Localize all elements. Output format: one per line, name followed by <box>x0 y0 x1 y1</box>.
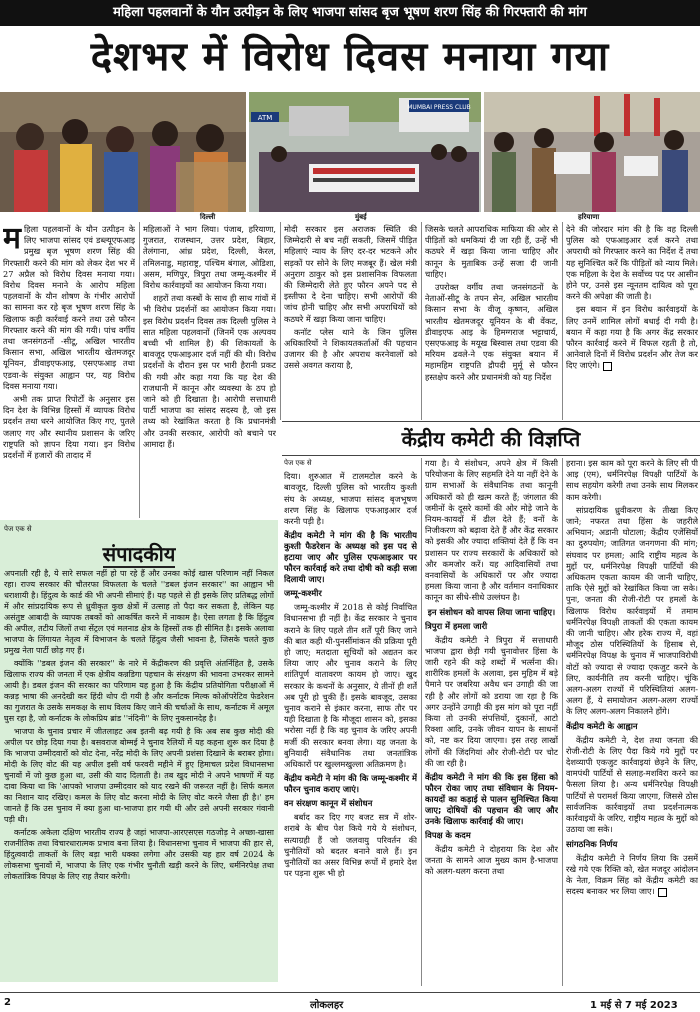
notice-subhead: केंद्रीय कमेटी ने मांग की कि जम्मू-कश्मीर में फौरन चुनाव कराए जाएं। <box>284 773 417 795</box>
notice-paragraph: केंद्रीय कमेटी ने त्रिपुरा में सत्ताधारी भाजपा द्वारा छेड़ी गयी चुनावोत्तर हिंसा के जारी रहने की कड़े शब्दों में भर्त्सना की। शारीरिक हमलों के अलावा, इस मुहिम में बड़े पैमाने पर जबरिया अवैध धन उगाही की जा रही है और लोगों को डराया जा रहा है कि अगर उन्होंने उगाही की इस मांग को पूरा नहीं किया तो उनकी संपत्तियों, दुकानों, आटो रिक्शा आदि, उनके जीवन यापन के साधनों को, नष्ट कर दिया जाएगा। इस तरह लाखों लोगों की जिंदगियां और रोजी-रोटी पर चोट की जा रही है। <box>425 634 558 768</box>
notice-intro: पेज एक से <box>284 459 312 467</box>
article-paragraph: इस बयान में इन विरोध कार्रवाइयों के लिए उनमें शामिल लोगों बधाई दी गयी है। बयान में कहा गया है कि अगर केंद्र सरकार फौरन कार्रवाई करने में विफल रहती है तो, आनेवाले दिनों में विरोध प्रदर्शन और तेज कर दिए जाएंगे। <box>566 304 698 371</box>
top-banner: महिला पहलवानों के यौन उत्पीड़न के लिए भाजपा सांसद बृज भूषण शरण सिंह की गिरफ्तारी की मांग <box>0 0 700 26</box>
article-paragraph: शहरों तथा कस्बों के साथ ही साथ गांवों में भी विरोध प्रदर्शनों का आयोजन किया गया। इस विरोध प्रदर्शन दिवस तक दिल्ली पुलिस ने सात महिला पहलवानों (जिनमें एक अल्पवय बच्ची भी शामिल है) की शिकायतों के बावजूद एफआइआर दर्ज नहीं की थी। विरोध प्रदर्शनों के दौरान इस पर भारी हैरानी प्रकट की गयी और कहा गया कि यह देश की राजधानी में कानून और व्यवस्था के ठप हो जाने को ही दिखाता है। आरोपी सत्ताधारी पार्टी भाजपा का सांसद सदस्य है, जो इस तथ्य को रेखांकित करता है कि प्रधानमंत्री और उनकी सरकार, आरोपी को बचाने पर आमादा हैं। <box>143 293 276 449</box>
notice-paragraph: केंद्रीय कमेटी ने निर्णय लिया कि उसमें रखे गये एक रिक्ति को, खेत मजदूर आंदोलन के नेता, विक्रम सिंह को केंद्रीय कमेटी का सदस्य बनाकर भर लिया जाए। <box>566 852 698 897</box>
atm-sign: ATM <box>257 114 273 122</box>
notice-subhead: सांगठनिक निर्णय <box>566 838 618 849</box>
notice-subhead: केंद्रीय कमेटी के आह्वान <box>566 720 638 731</box>
notice-column-1 <box>284 458 417 988</box>
issue-date: 1 मई से 7 मई 2023 <box>590 1000 678 1011</box>
article-paragraph: देने की जोरदार मांग की है कि वह दिल्ली पुलिस को एफआइआर दर्ज करने तथा अपराधी को गिरफ्तार करने का निर्देश दें तथा यह सुनिश्चित करें कि पीड़ितों को न्याय मिले। एक महिला के देश के सर्वोच्च पद पर आसीन होने पर, उनसे इस न्यूनतम दायित्व को पूरा करने की अपेक्षा की जाती है। <box>566 224 698 302</box>
editorial-body <box>4 568 274 980</box>
notice-paragraph: केंद्रीय कमेटी ने दोहराया कि देश और जनता के सामने आज मुख्य काम है-भाजपा को अलग-थलग करना तथा <box>425 844 558 877</box>
editorial-paragraph: कर्नाटक अकेला दक्षिण भारतीय राज्य है जहां भाजपा-आरएसएस गठजोड़ ने अच्छा-खासा राजनीतिक तथा विचारधारात्मक प्रभाव बना लिया है। विधानसभा चुनाव में भाजपा की हार से, हिंदुत्ववादी ताकतों के लिए बड़ा भारी धक्का लगेगा और उसकी यह हार वर्ष 2024 के लोकसभा चुनावों में, भाजपा के लिए एक गंभीर चुनौती खड़ी करने के लिए, धर्मनिरपेक्ष तथा लोकतांत्रिक विपक्ष के लिए राह तैयार करेगी। <box>4 828 274 881</box>
notice-column-3 <box>566 458 698 988</box>
notice-subhead: केंद्रीय कमेटी ने मांग की है कि भारतीय कुश्ती फैडरेशन के अध्यक्ष को इस पद से हटाया जाए और पुलिस एफआइआर पर फौरन कार्रवाई करे तथा दोषी को कड़ी सजा दिलायी जाए। <box>284 530 417 585</box>
photo-haryana <box>484 92 700 212</box>
photo-delhi <box>0 92 246 212</box>
notice-subhead: जम्मू-कश्मीर <box>284 588 322 599</box>
article-column-1 <box>3 224 135 520</box>
notice-paragraph: सांप्रदायिक ध्रुवीकरण के तीखा किए जाने; नफरत तथा हिंसा के जहरीले अभियान; अडानी घोटाला; केंद्रीय एजेंसियों का दुरुपयोग; जातिगत जनगणना की मांग; संघवाद पर हमला; आदि राष्ट्रीय महत्व के मुद्दों पर, धर्मनिरपेक्ष विपक्षी पार्टियों की अधिकतम एकता कायम की जानी चाहिए, ताकि ऐसे मुद्दों को रेखांकित किया जा सके। पुनः, जनता की रोजी-रोटी पर हमलों के खिलाफ विरोध कार्रवाइयों में तमाम धर्मनिरपेक्ष विपक्षी ताकतों की एकता कायम की जानी चाहिए। और हरेक राज्य में, वहां मौजूद ठोस परिस्थितियों के हिसाब से, धर्मनिरपेक्ष विपक्ष के चुनाव में भाजपाविरोधी वोटों को ज्यादा से ज्यादा एकजुट करने के लिए, कार्यनीति तय करनी चाहिए। चूंकि अलग-अलग राज्यों में परिस्थितियां अलग-अलग हैं, ये समायोजन अलग-अलग राज्यों के लिए अलग-अलग निकालने होंगे। <box>566 504 698 717</box>
article-paragraph: मोदी सरकार इस अराजक स्थिति की जिम्मेदारी से बच नहीं सकती, जिसमें पीड़ित महिलाएं न्याय के लिए दर-दर भटकने और सड़कों पर सोने के लिए मजबूर हैं। खेल मंत्री अनुराग ठाकुर को इस प्रशासनिक विफलता की जिम्मेदारी लेते हुए फौरन अपने पद से इस्तीफा दे देना चाहिए। सभी आरोपों की जांच होनी चाहिए और सभी अपराधियों को कठघरे में खड़ा किया जाना चाहिए। <box>284 224 417 324</box>
press-club-sign: MUMBAI PRESS CLUB <box>407 104 471 111</box>
caption-haryana: हरियाणा <box>578 213 600 221</box>
caption-mumbai: मुंबई <box>355 213 367 221</box>
notice-subhead: विपक्ष के कदम <box>425 830 471 841</box>
editorial-paragraph: क्योंकि ''डबल इंजन की सरकार'' के नारे में केंद्रीकरण की प्रवृत्ति अंतर्निहित है, उसके खिलाफ राज्य की जनता में एक क्षेत्रीय कन्नडिगा पहचान के संरक्षण की भावना उभरकर सामने आयी है। डबल इंजन की सरकार का परिणाम यह हुआ है कि केंद्रीय प्रतियोगिता परीक्षाओं में कन्नड़ भाषा की अनदेखी कर हिंदी थोप दी गयी है और कर्नाटक मिल्क कोऑपरेटिव फेडरेशन का गुजरात के उसके समकक्ष के साथ विलय किए जाने की चर्चाओं के साथ, कर्नाटक में अमूल घुस रहा है, जो कर्नाटक के लोकप्रिय ब्रांड ''नंदिनी'' के लिए नुकसानदेह है। <box>4 659 274 723</box>
notice-title: केंद्रीय कमेटी की विज्ञप्ति <box>401 427 581 451</box>
notice-subhead: केंद्रीय कमेटी ने मांग की कि इस हिंसा को फौरन रोका जाए तथा संविधान के नियम-कायदों का कड़ाई से पालन सुनिश्चित किया जाए; दोषियों की पहचान की जाए और उनके खिलाफ कार्रवाई की जाए। <box>425 772 558 827</box>
article-paragraph: कनॉट प्लेस थाने के जिन पुलिस अधिकारियों ने शिकायतकर्ताओं की पहचान उजागर की है और अपराध करनेवालों को उससे अवगत कराया है, <box>284 326 417 371</box>
editorial-title: संपादकीय <box>102 542 176 566</box>
photo-mumbai <box>249 92 481 212</box>
article-paragraph: हिला पहलवानों के यौन उत्पीड़न के लिए भाजपा सांसद एवं डब्ल्यूएफआइ प्रमुख बृज भूषण शरण सिंह की गिरफ्तारी करने की मांग को लेकर देश भर में 27 अप्रैल को विरोध दिवस मनाया गया। विरोध दिवस मनाने के आरोप महिला पहलवानों के यौन शोषण के गंभीर आरोपों का सामना कर रहे बृज भूषण शरण सिंह के खिलाफ कड़ी कार्रवाई करने तथा उसे फौरन गिरफ्तार करने की मांग की गयी। पांच वर्गीय तथा जनसंगठनों -सीटू, अखिल भारतीय किसान सभा, अखिल भारतीय खेतमजदूर यूनियन, डीवाइएफआइ, एसएफआइ तथा एडवा-के संयुक्त आह्वान पर, यह विरोध दिवस मनाया गया। <box>3 224 135 391</box>
main-headline: देशभर में विरोध दिवस मनाया गया <box>90 34 610 80</box>
notice-paragraph: बर्बाद कर दिए गए बजट सत्र में शोर-शराबे के बीच पेश किये गये ये संशोधन, सत्याग्रही हैं जो जलवायु परिवर्तन की चुनौतियों को बदतर बनाने वाले हैं। इन चुनौतियों का असर विभिन्न रूपों में हमारे देश पर पड़ना शुरू भी हो <box>284 812 417 879</box>
notice-paragraph: जम्मू-कश्मीर में 2018 से कोई निर्वाचित विधानसभा ही नहीं है। केंद्र सरकार ने चुनाव कराने के लिए पहले तीन शर्तें पूरी किए जाने की बात कही थी-पुनर्सीमांकन की प्रक्रिया पूरी हो जाए; मतदाता सूचियों को अद्यतन कर लिया जाए और चुनाव कराने के लिए शांतिपूर्ण वातावरण कायम हो जाए। खुद सरकार के कथनों के अनुसार, ये तीनों ही शर्तें अब पूरी हो चुकी हैं। इसके बावजूद, उसका चुनाव कराने से इंकार करना, साफ तौर पर यही दिखाता है कि मौजूदा शासन को, इसका भरोसा नहीं है कि वह चुनाव के जरिए अपनी मर्जी की सरकार बनवा लेगा। यह जनता के बुनियादी संवैधानिक तथा जनतांत्रिक अधिकारों पर खुल्लमखुल्ला अतिक्रमण है। <box>284 602 417 770</box>
notice-subhead: वन संरक्षण कानून में संशोधन <box>284 798 373 809</box>
notice-paragraph: गया है। ये संशोधन, अपने क्षेत्र में किसी परियोजना के लिए सहमति देने या नहीं देने के ग्राम सभाओं के संवैधानिक तथा कानूनी अधिकारों को ही खत्म करते हैं; जंगलात की जमीनों के दूसरे कामों की ओर मोड़े जाने के नियम-कायदों में ढील देते हैं; वनों के निजीकरण को बढ़ावा देते हैं और केंद्र सरकार को इसकी और ज्यादा शक्तियां देते हैं कि वन प्रशासन पर राज्य सरकारों के अधिकारों को और कमजोर करें। यह आदिवासियों तथा वनवासियों के अधिकारों पर और ज्यादा हमला किया जाना है और वर्तमान वनाधिकार कानून का सीधे-सीधे उल्लंघन है। <box>425 458 558 603</box>
notice-paragraph: हराना। इस काम को पूरा करने के लिए सी पी आइ (एम), धर्मनिरपेक्ष विपक्षी पार्टियों के साथ सहयोग करेगी तथा उनके साथ मिलकर काम करेगी। <box>566 458 698 502</box>
notice-subhead: त्रिपुरा में हमला जारी <box>425 620 488 631</box>
article-paragraph: उपरोक्त वर्गीय तथा जनसंगठनों के नेताओं-सीटू के तपन सेन, अखिल भारतीय किसान सभा के वीजू कृष्णन, अखिल भारतीय खेतमजदूर यूनियन के बी वेंकट, डीवाइएफ आइ के हिमग्गराज भट्टाचार्य, एसएफआइ के मयूख बिस्वास तथा एडवा की मरियम ढवले-ने एक संयुक्त बयान में महामहिम राष्ट्रपति द्रौपदी मुर्मू से फौरन हस्तक्षेप करने और प्रधानमंत्री को यह निर्देश <box>425 282 558 382</box>
editorial-paragraph: भाजपा के चुनाव प्रचार में जीतलाहट अब इतनी बढ़ गयी है कि अब सब कुछ मोदी की अपील पर छोड़ दिया गया है। बसवराज बोम्मई ने चुनाव रैलियों में यह कहना शुरू कर दिया है कि भाजपा उम्मीदवारों को वोट देना, नरेंद्र मोदी के लिए अपनी प्रशंसा दिखाने के बराबर होगा। मोदी के लिए वोट की यह अपील इसी वर्ष फरवरी महीने में हुए हिमाचल प्रदेश विधानसभा चुनावों में जो कुछ हुआ था, उसी की याद दिलाती है। तब खुद मोदी ने अपने भाषणों में यह दावा किया था कि 'आपको भाजपा उम्मीदवार को याद रखने की जरूरत नहीं है। सिर्फ कमल का निशान याद रखिए। कमल के लिए वोट करना मोदी के लिए वोट करने जैसा ही है।' हम जानते हैं कि उस चुनाव में क्या हुआ था-भाजपा हार गयी थी और उसे अपनी सरकार गंवानी पड़ी थी। <box>4 727 274 824</box>
publication-name: लोकलहर <box>310 1000 344 1011</box>
drop-cap: म <box>3 224 21 256</box>
article-column-5 <box>566 224 698 420</box>
article-paragraph: जिसके चलते आपराधिक माफिया की ओर से पीड़ितों को धमकियां दी जा रही हैं, उन्हें भी कठघरे में खड़ा किया जाना चाहिए और कानून के मुताबिक उन्हें सजा दी जानी चाहिए। <box>425 224 558 279</box>
notice-paragraph: केंद्रीय कमेटी ने, देश तथा जनता की रोजी-रोटी के लिए पैदा किये गये मुद्दों पर देशव्यापी एकजुट कार्रवाइयां छेड़ने के लिए, वामपंथी पार्टियों से सलाह-मशविरा करने का फैसला लिया है। अन्य धर्मनिरपेक्ष विपक्षी पार्टियों से परामर्श किया जाएगा, जिससे ठोस सार्वजनिक कार्रवाइयों तथा प्रदर्शनात्मक कार्रवाइयों के जरिए, राष्ट्रीय महत्व के मुद्दों को उठाया जा सके। <box>566 734 698 835</box>
article-column-2 <box>143 224 276 520</box>
end-mark <box>658 888 667 897</box>
article-column-4 <box>425 224 558 420</box>
notice-column-2 <box>425 458 558 988</box>
caption-delhi: दिल्ली <box>200 213 216 221</box>
notice-subhead: इन संशोधन को वापस लिया जाना चाहिए। <box>427 606 556 617</box>
article-paragraph: महिलाओं ने भाग लिया। पंजाब, हरियाणा, गुजरात, राजस्थान, उत्तर प्रदेश, बिहार, तेलंगाना, आंध्र प्रदेश, दिल्ली, केरल, तमिलनाडु, महाराष्ट्र, पश्चिम बंगाल, ओडिशा, असम, मणिपुर, त्रिपुरा तथा जम्मू-कश्मीर में विरोध कार्रवाइयों का आयोजन किया गया। <box>143 224 276 291</box>
article-paragraph: अभी तक प्राप्त रिपोर्टों के अनुसार इस दिन देश के विभिन्न हिस्सों में व्यापक विरोध प्रदर्शन तथा धरने आयोजित किए गए, पुतले जलाए गए और स्थानीय प्रशासन के जरिए राष्ट्रपति को ज्ञापन दिया गया। इन विरोध प्रदर्शनों में हजारों की तादाद में <box>3 394 135 461</box>
page-number: 2 <box>4 997 11 1008</box>
editorial-intro: पेज एक से <box>4 525 32 533</box>
end-mark <box>603 362 612 371</box>
notice-paragraph: दिया। शुरुआत में टालमटोल करने के बावजूद, दिल्ली पुलिस को भारतीय कुश्ती संघ के अध्यक्ष, भाजपा सांसद बृजभूषण शरण सिंह के खिलाफ एफआइआर दर्ज करनी पड़ी है। <box>284 471 417 527</box>
editorial-paragraph: अपनाती रही है, ये सारे सफल नहीं हो पा रहे हैं और उनका कोई खास परिणाम नहीं निकल रहा। राज्य सरकार की चौतरफा विफलता के चलते ''डबल इंजन सरकार'' का आह्वान भी धराशायी है। हिंदुत्व के कार्ड की भी अपनी सीमाएं हैं। यह पहले से ही इसके लिए प्रतिबद्ध लोगों में और सांप्रदायिक रूप से ध्रुवीकृत कुछ क्षेत्रों में उत्साह तो पैदा कर सकता है, लेकिन यह असंतुष्ट आबादी के व्यापक तबकों को आकर्षित करने में नाकाम है। ऐसा लगता है कि हिंदुत्व की अपील, तटीय जिलों तथा सेंट्रल एवं मलनाड क्षेत्र के हिस्सों तक ही सीमित है। इसके अलावा भाजपा के लिंगायत नेतृत्व में विभाजन के चलते हिंदुत्व जैसी भावना है, जिसके चलते कुछ प्रमुख नेता पार्टी छोड़ गए हैं। <box>4 569 274 655</box>
article-column-3 <box>284 224 417 420</box>
